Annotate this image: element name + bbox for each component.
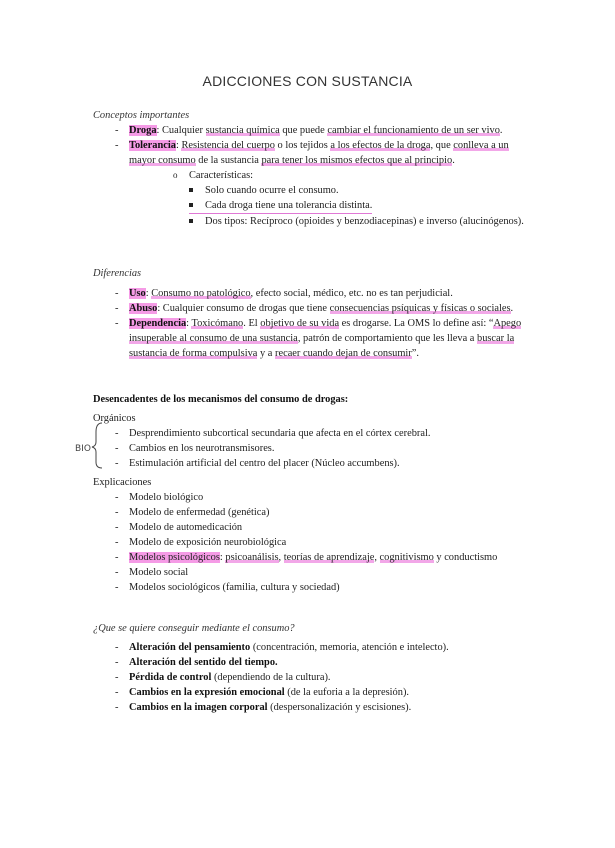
term-uso: Uso (129, 288, 146, 299)
bio-brace-annotation (72, 420, 112, 470)
term-droga: Droga (129, 125, 157, 136)
abuso-highlight: consecuencias psíquicas y físicas o sociales (329, 303, 511, 314)
list-item (93, 685, 533, 700)
droga-text-a: : Cualquier (156, 125, 206, 136)
organicos-label: Orgánicos (93, 413, 136, 424)
abuso-text-a: : Cualquier consumo de drogas que tiene (157, 303, 330, 314)
uso-text-a: : (145, 288, 152, 299)
car-item-text: Cada droga tiene una tolerancia distinta. (205, 200, 373, 211)
section-diferencias (93, 266, 533, 361)
tol-text-b: o los tejidos (274, 140, 331, 151)
caracteristicas-list (129, 168, 533, 183)
list-item: - Modelo biológico (93, 490, 533, 505)
diferencias-heading: Diferencias (93, 268, 142, 279)
organicos-list (93, 426, 533, 471)
list-item-droga (93, 123, 533, 138)
tol-text-c: , que (430, 140, 454, 151)
explicaciones-list (93, 490, 533, 595)
droga-highlight-1: sustancia química (205, 125, 280, 136)
dep-text-f: ”. (411, 348, 419, 359)
psico-text-a: : (219, 552, 226, 563)
dep-highlight-5: recaer cuando dejan de consumir (275, 348, 412, 359)
list-item-uso (93, 286, 533, 301)
list-item: - Cambios en los neurotransmisores. (93, 441, 533, 456)
tol-highlight-2: a los efectos de la droga (330, 140, 431, 151)
list-item: - Desprendimiento subcortical secundaria que afecta en el córtex cerebral. (93, 426, 533, 441)
list-item: - Estimulación artificial del centro del placer (Núcleo accumbens). (93, 456, 533, 471)
tol-highlight-1: Resistencia del cuerpo (181, 140, 275, 151)
consumo-item-rest: (concentración, memoria, atención e intelecto). (250, 642, 449, 653)
droga-text-b: que puede (279, 125, 328, 136)
dep-text-e: y a (257, 348, 276, 359)
consumo-heading: ¿Que se quiere conseguir mediante el consumo? (93, 623, 295, 634)
consumo-item-rest: (de la euforia a la depresión). (284, 687, 410, 698)
document-title: ADICCIONES CON SUSTANCIA (202, 73, 413, 89)
term-modelos-psicologicos: Modelos psicológicos (129, 552, 220, 563)
list-item: - Modelos sociológicos (familia, cultura y sociedad) (93, 580, 533, 595)
consumo-item-bold: Cambios en la imagen corporal (129, 702, 268, 713)
tol-highlight-3: conlleva a un mayor consumo (129, 140, 509, 166)
list-item-tolerancia (93, 138, 533, 229)
consumo-item-rest: (despersonalización y escisiones). (267, 702, 412, 713)
list-item: - Modelo de automedicación (93, 520, 533, 535)
dep-highlight-2: objetivo de su vida (260, 318, 340, 329)
desencadenantes-heading: Desencadentes de los mecanismos del consumo de drogas: (93, 394, 349, 405)
list-item-abuso (93, 301, 533, 316)
dep-text-a: : (186, 318, 192, 329)
list-item: - Modelo social (93, 565, 533, 580)
list-item (93, 640, 533, 655)
list-item: - Modelo de enfermedad (genética) (93, 505, 533, 520)
abuso-text-b: . (510, 303, 514, 314)
list-item-modelos-psicologicos (93, 550, 533, 565)
consumo-list (93, 640, 533, 715)
tol-text-e: . (452, 155, 455, 166)
list-item (93, 700, 533, 715)
dep-text-d: , patrón de comportamiento que les lleva a (297, 333, 477, 344)
term-dependencia: Dependencia (129, 318, 187, 329)
list-item (93, 655, 533, 670)
uso-text-b: , efecto social, médico, etc. no es tan perjudicial. (250, 288, 453, 299)
term-tolerancia: Tolerancia (129, 140, 176, 151)
term-abuso: Abuso (129, 303, 158, 314)
bio-annotation-text: BIO (75, 444, 91, 454)
caracteristicas-label: o Características: (173, 168, 533, 183)
tol-text-d: de la sustancia (195, 155, 262, 166)
dep-highlight-3: Apego insuperable al consumo de una sustancia (129, 318, 522, 344)
list-item (93, 670, 533, 685)
consumo-item-bold: Alteración del sentido del tiempo. (129, 657, 278, 668)
list-item (189, 198, 372, 214)
explicaciones-label: Explicaciones (93, 477, 152, 488)
psico-highlight-3: cognitivismo (379, 552, 434, 563)
conceptos-list (93, 123, 533, 229)
psico-highlight-2: teorías de aprendizaje (283, 552, 375, 563)
section-desencadenantes (93, 392, 533, 595)
dep-text-c: es drogarse. La OMS lo define así: “ (339, 318, 494, 329)
section-conceptos (93, 108, 533, 229)
diferencias-list (93, 286, 533, 361)
tol-highlight-4: para tener los mismos efectos que al principio (261, 155, 453, 166)
conceptos-heading: Conceptos importantes (93, 110, 190, 121)
uso-highlight: Consumo no patológico (151, 288, 251, 299)
psico-highlight-1: psicoanálisis (225, 552, 279, 563)
dep-highlight-4: buscar la sustancia de forma compulsiva (129, 333, 515, 359)
consumo-item-bold: Cambios en la expresión emocional (129, 687, 285, 698)
consumo-item-rest: (dependiendo de la cultura). (211, 672, 331, 683)
caracteristicas-items (129, 183, 533, 229)
psico-text-d: y conductismo (433, 552, 498, 563)
droga-highlight-2: cambiar el funcionamiento de un ser vivo (327, 125, 500, 136)
psico-text-c: , (374, 552, 380, 563)
list-item: - Modelo de exposición neurobiológica (93, 535, 533, 550)
list-item: Dos tipos: Recíproco (opioides y benzodiacepinas) e inverso (alucinógenos). (189, 214, 533, 229)
list-item-dependencia (93, 316, 533, 361)
brace-icon (92, 423, 102, 468)
dep-text-b: . El (243, 318, 261, 329)
droga-text-c: . (499, 125, 503, 136)
consumo-item-bold: Alteración del pensamiento (129, 642, 251, 653)
consumo-item-bold: Pérdida de control (129, 672, 212, 683)
list-item: Solo cuando ocurre el consumo. (189, 183, 533, 198)
psico-text-b: , (278, 552, 284, 563)
tol-text-a: : (175, 140, 182, 151)
section-consumo (93, 621, 533, 715)
dep-highlight-1: Toxicómano (191, 318, 244, 329)
